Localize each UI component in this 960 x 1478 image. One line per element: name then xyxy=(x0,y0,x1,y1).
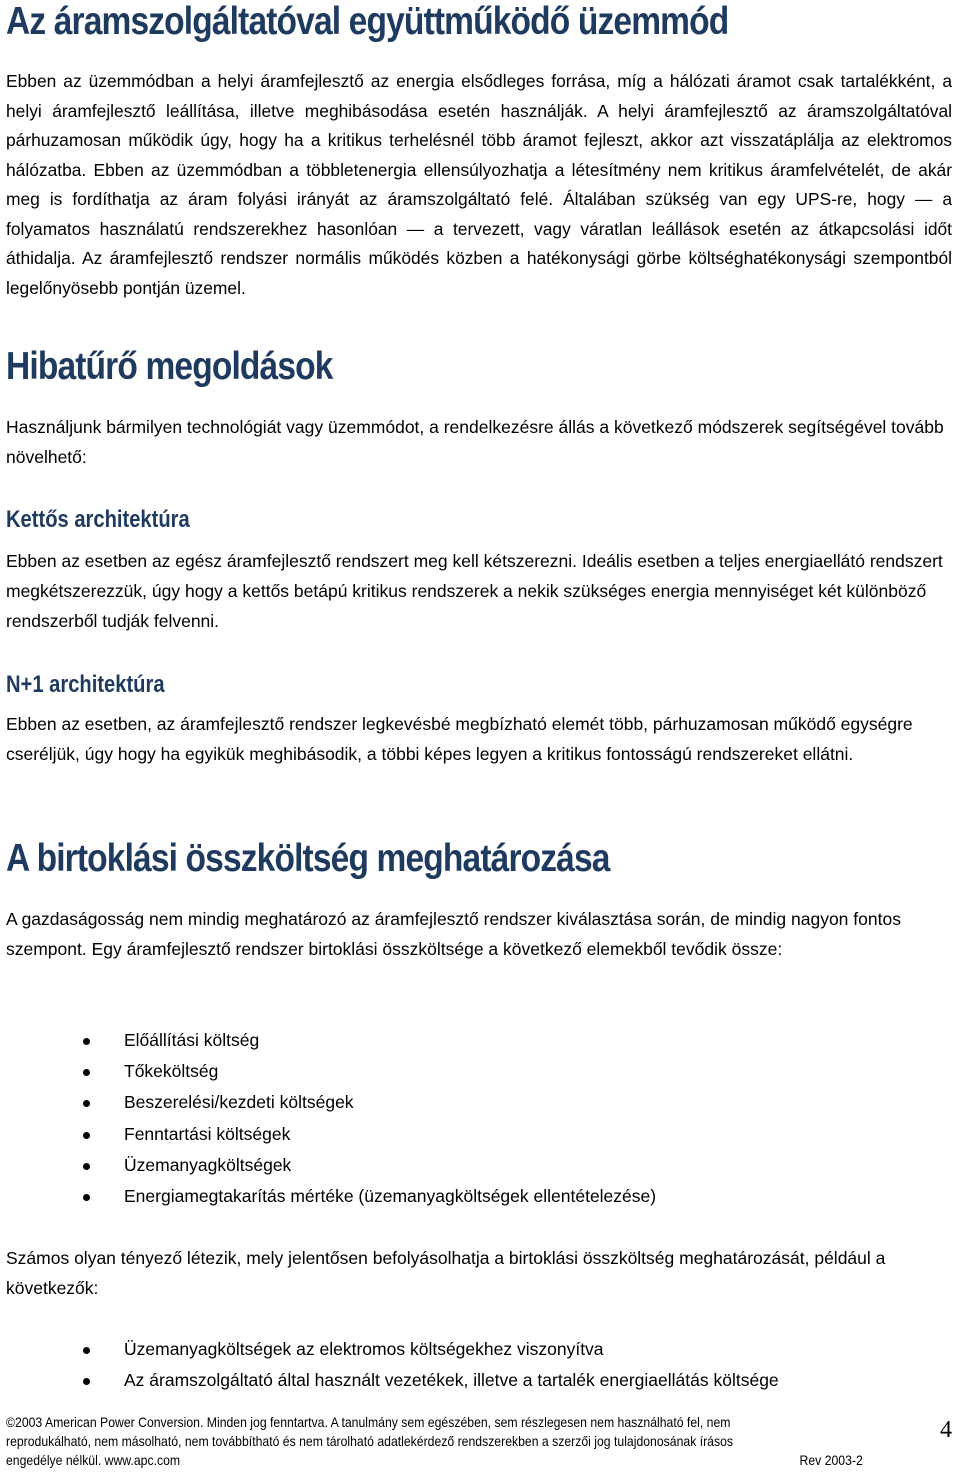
bullet-icon xyxy=(83,1194,90,1201)
list-item: Az áramszolgáltató által használt vezetékek, illetve a tartalék energiaellátás költsége xyxy=(0,1365,940,1396)
tco-factors-paragraph: Számos olyan tényező létezik, mely jelentősen befolyásolhatja a birtoklási összköltség meghatározását, például a következők: xyxy=(6,1248,886,1298)
footer-website-text: engedélye nélkül. www.apc.com xyxy=(6,1453,181,1468)
list-item: Üzemanyagköltségek az elektromos költségekhez viszonyítva xyxy=(0,1334,940,1365)
copyright-line: ©2003 American Power Conversion. Minden jog fenntartva. A tanulmány sem egészében, sem részlegesen nem használható fel, nem xyxy=(6,1415,731,1430)
bullet-icon xyxy=(83,1100,90,1107)
list-item: Üzemanyagköltségek xyxy=(0,1150,940,1181)
tco-cost-components-list xyxy=(0,1025,940,1212)
page-footer xyxy=(6,1413,863,1470)
list-item: Energiamegtakarítás mértéke (üzemanyagköltségek ellentételezése) xyxy=(0,1181,940,1212)
subsection-title-dual-architecture: Kettős architektúra xyxy=(6,506,190,533)
subsection-title-n-plus-1: N+1 architektúra xyxy=(6,671,165,698)
section-title-cooperative-mode: Az áramszolgáltatóval együttműködő üzemmód xyxy=(6,0,729,43)
bullet-icon xyxy=(83,1347,90,1354)
cooperative-mode-paragraph: Ebben az üzemmódban a helyi áramfejlesztő az energia elsődleges forrása, míg a hálózati áramot csak tartalékként, a helyi áramfejlesztő leállítása, illetve meghibásodása esetén használják. A helyi áramfejlesztő az áramszolgáltatóval párhuzamosan működik úgy, hogy ha a kritikus terhelésnél több áramot fejleszt, akkor azt visszatáplálja az elektromos hálózatba. Ebben az üzemmódban a többletenergia ellensúlyozhatja a létesítmény nem kritikus áramfelvételét, de akár meg is fordíthatja az áram folyási irányát az áramszolgáltató felé. Általában szükség van egy UPS-re, hogy — a folyamatos használatú rendszerekhez hasonlóan — a tervezett, vagy váratlan leállások esetén az átkapcsolási időt áthidalja. Az áramfejlesztő rendszer normális működés közben a hatékonysági görbe költséghatékonysági szempontból legelőnyösebb pontján üzemel. xyxy=(6,71,952,298)
bullet-icon xyxy=(83,1163,90,1170)
n-plus-1-paragraph: Ebben az esetben, az áramfejlesztő rendszer legkevésbé megbízható elemét több, párhuzamosan működő egységre cseréljük, úgy hogy ha egyikük meghibásodik, a többi képes legyen a kritikus fontosságú rendszereket ellátni. xyxy=(6,714,913,764)
list-item: Fenntartási költségek xyxy=(0,1119,940,1150)
bullet-icon xyxy=(83,1069,90,1076)
page-number: 4 xyxy=(940,1417,952,1443)
list-item: Tőkeköltség xyxy=(0,1056,940,1087)
list-item: Beszerelési/kezdeti költségek xyxy=(0,1087,940,1118)
dual-architecture-paragraph: Ebben az esetben az egész áramfejlesztő rendszert meg kell kétszerezni. Ideális esetben a teljes energiaellátó rendszert megkétszerezzük, úgy hogy a kettős betápú kritikus rendszerek a nekik szükséges energia mennyiséget két különböző rendszerből tudják felvenni. xyxy=(6,551,943,631)
bullet-icon xyxy=(83,1378,90,1385)
tco-intro-paragraph: A gazdaságosság nem mindig meghatározó az áramfejlesztő rendszer kiválasztása során, de mindig nagyon fontos szempont. Egy áramfejlesztő rendszer birtoklási összköltsége a következő elemekből tevődik össze: xyxy=(6,909,901,959)
copyright-line-2: reprodukálható, nem másolható, nem továbbítható és nem tárolható adatlekérdező rendszerekben a szerzői jog tulajdonosának írásos xyxy=(6,1434,734,1449)
list-item: Előállítási költség xyxy=(0,1025,940,1056)
section-title-fault-tolerant: Hibatűrő megoldások xyxy=(6,345,333,388)
fault-tolerant-intro: Használjunk bármilyen technológiát vagy üzemmódot, a rendelkezésre állás a következő módszerek segítségével tovább növelhető: xyxy=(6,417,944,467)
tco-factors-list xyxy=(0,1334,940,1396)
footer-last-line xyxy=(6,1451,863,1470)
footer-revision: Rev 2003-2 xyxy=(799,1453,863,1468)
bullet-icon xyxy=(83,1038,90,1045)
section-title-tco: A birtoklási összköltség meghatározása xyxy=(6,837,610,880)
bullet-icon xyxy=(83,1132,90,1139)
